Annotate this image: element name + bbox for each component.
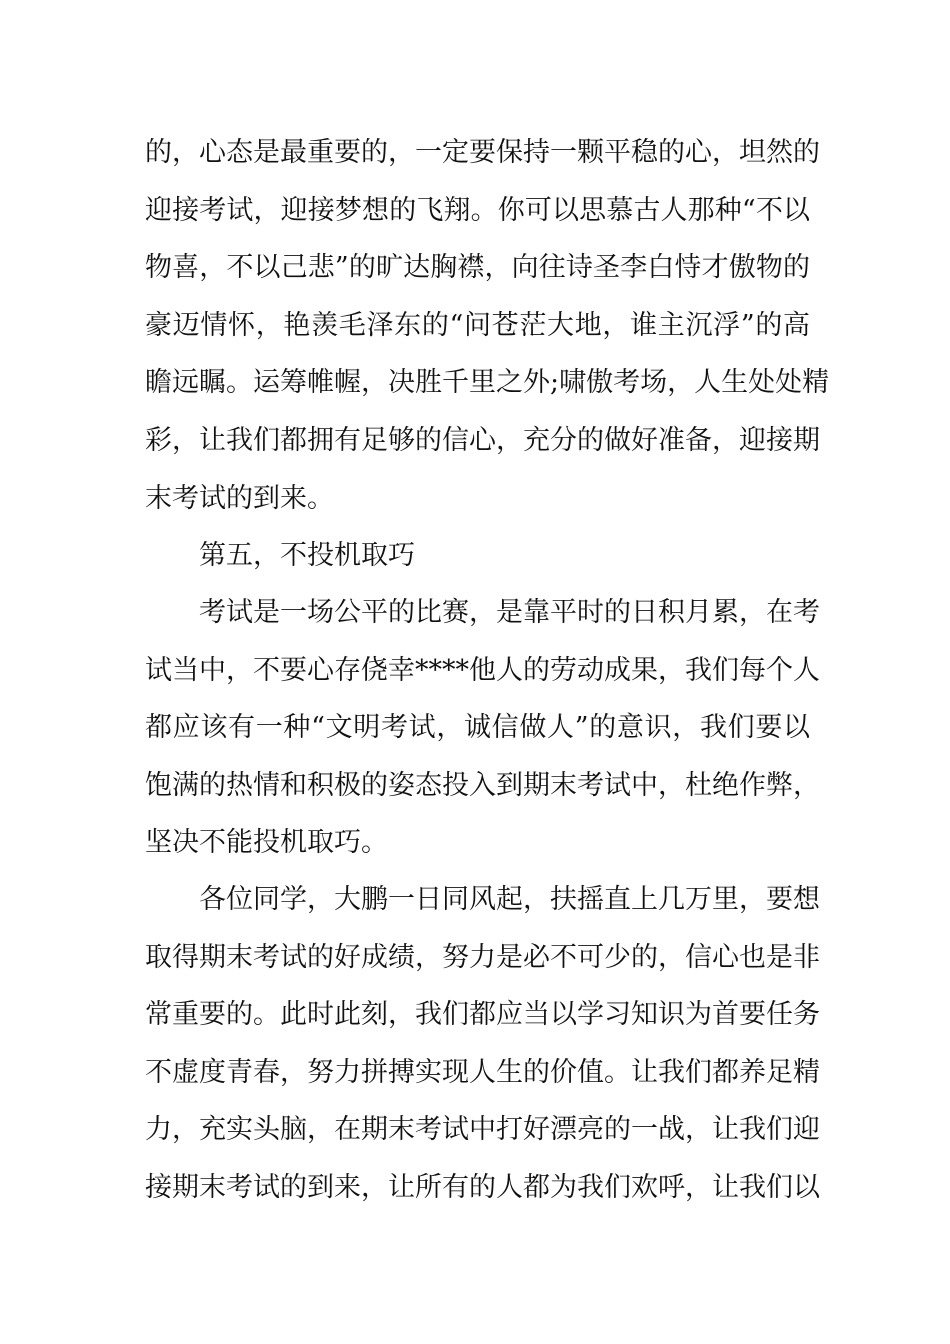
text-line: 都应该有一种“文明考试，诚信做人”的意识，我们要以 — [145, 712, 810, 744]
text-line: 的，心态是最重要的，一定要保持一颗平稳的心，坦然的 — [145, 137, 820, 168]
text-line: 末考试的到来。 — [145, 482, 334, 514]
text-line: 彩，让我们都拥有足够的信心，充分的做好准备，迎接期 — [145, 424, 820, 456]
paragraph-continuation — [145, 124, 830, 527]
text-line: 坚决不能投机取巧。 — [145, 827, 388, 859]
text-line: 取得期末考试的好成绩，努力是必不可少的，信心也是非 — [145, 941, 820, 973]
paragraph-closing — [145, 871, 820, 1217]
heading-text: 第五，不投机取巧 — [199, 540, 415, 571]
text-line: 考试是一场公平的比赛，是靠平时的日积月累，在考 — [199, 597, 820, 628]
text-line: 试当中，不要心存侥幸****他人的劳动成果，我们每个人 — [145, 654, 820, 686]
text-line: 力，充实头脑，在期末考试中打好漂亮的一战，让我们迎 — [145, 1114, 820, 1146]
section-heading — [145, 527, 810, 585]
text-line: 接期末考试的到来，让所有的人都为我们欢呼，让我们以 — [145, 1171, 820, 1203]
paragraph-fair-exam — [145, 584, 820, 872]
text-line: 瞻远瞩。运筹帷幄，决胜千里之外;啸傲考场，人生处处精 — [145, 367, 830, 399]
text-line: 物喜，不以己悲”的旷达胸襟，向往诗圣李白恃才傲物的 — [145, 252, 810, 284]
text-line: 饱满的热情和积极的姿态投入到期末考试中，杜绝作弊， — [145, 769, 820, 801]
text-line: 不虚度青春，努力拼搏实现人生的价值。让我们都养足精 — [145, 1056, 820, 1088]
text-line: 常重要的。此时此刻，我们都应当以学习知识为首要任务 — [145, 999, 820, 1031]
text-line: 豪迈情怀，艳羡毛泽东的“问苍茫大地，谁主沉浮”的高 — [145, 309, 810, 341]
text-line: 迎接考试，迎接梦想的飞翔。你可以思慕古人那种“不以 — [145, 194, 810, 226]
text-line: 各位同学，大鹏一日同风起，扶摇直上几万里，要想 — [199, 884, 820, 915]
